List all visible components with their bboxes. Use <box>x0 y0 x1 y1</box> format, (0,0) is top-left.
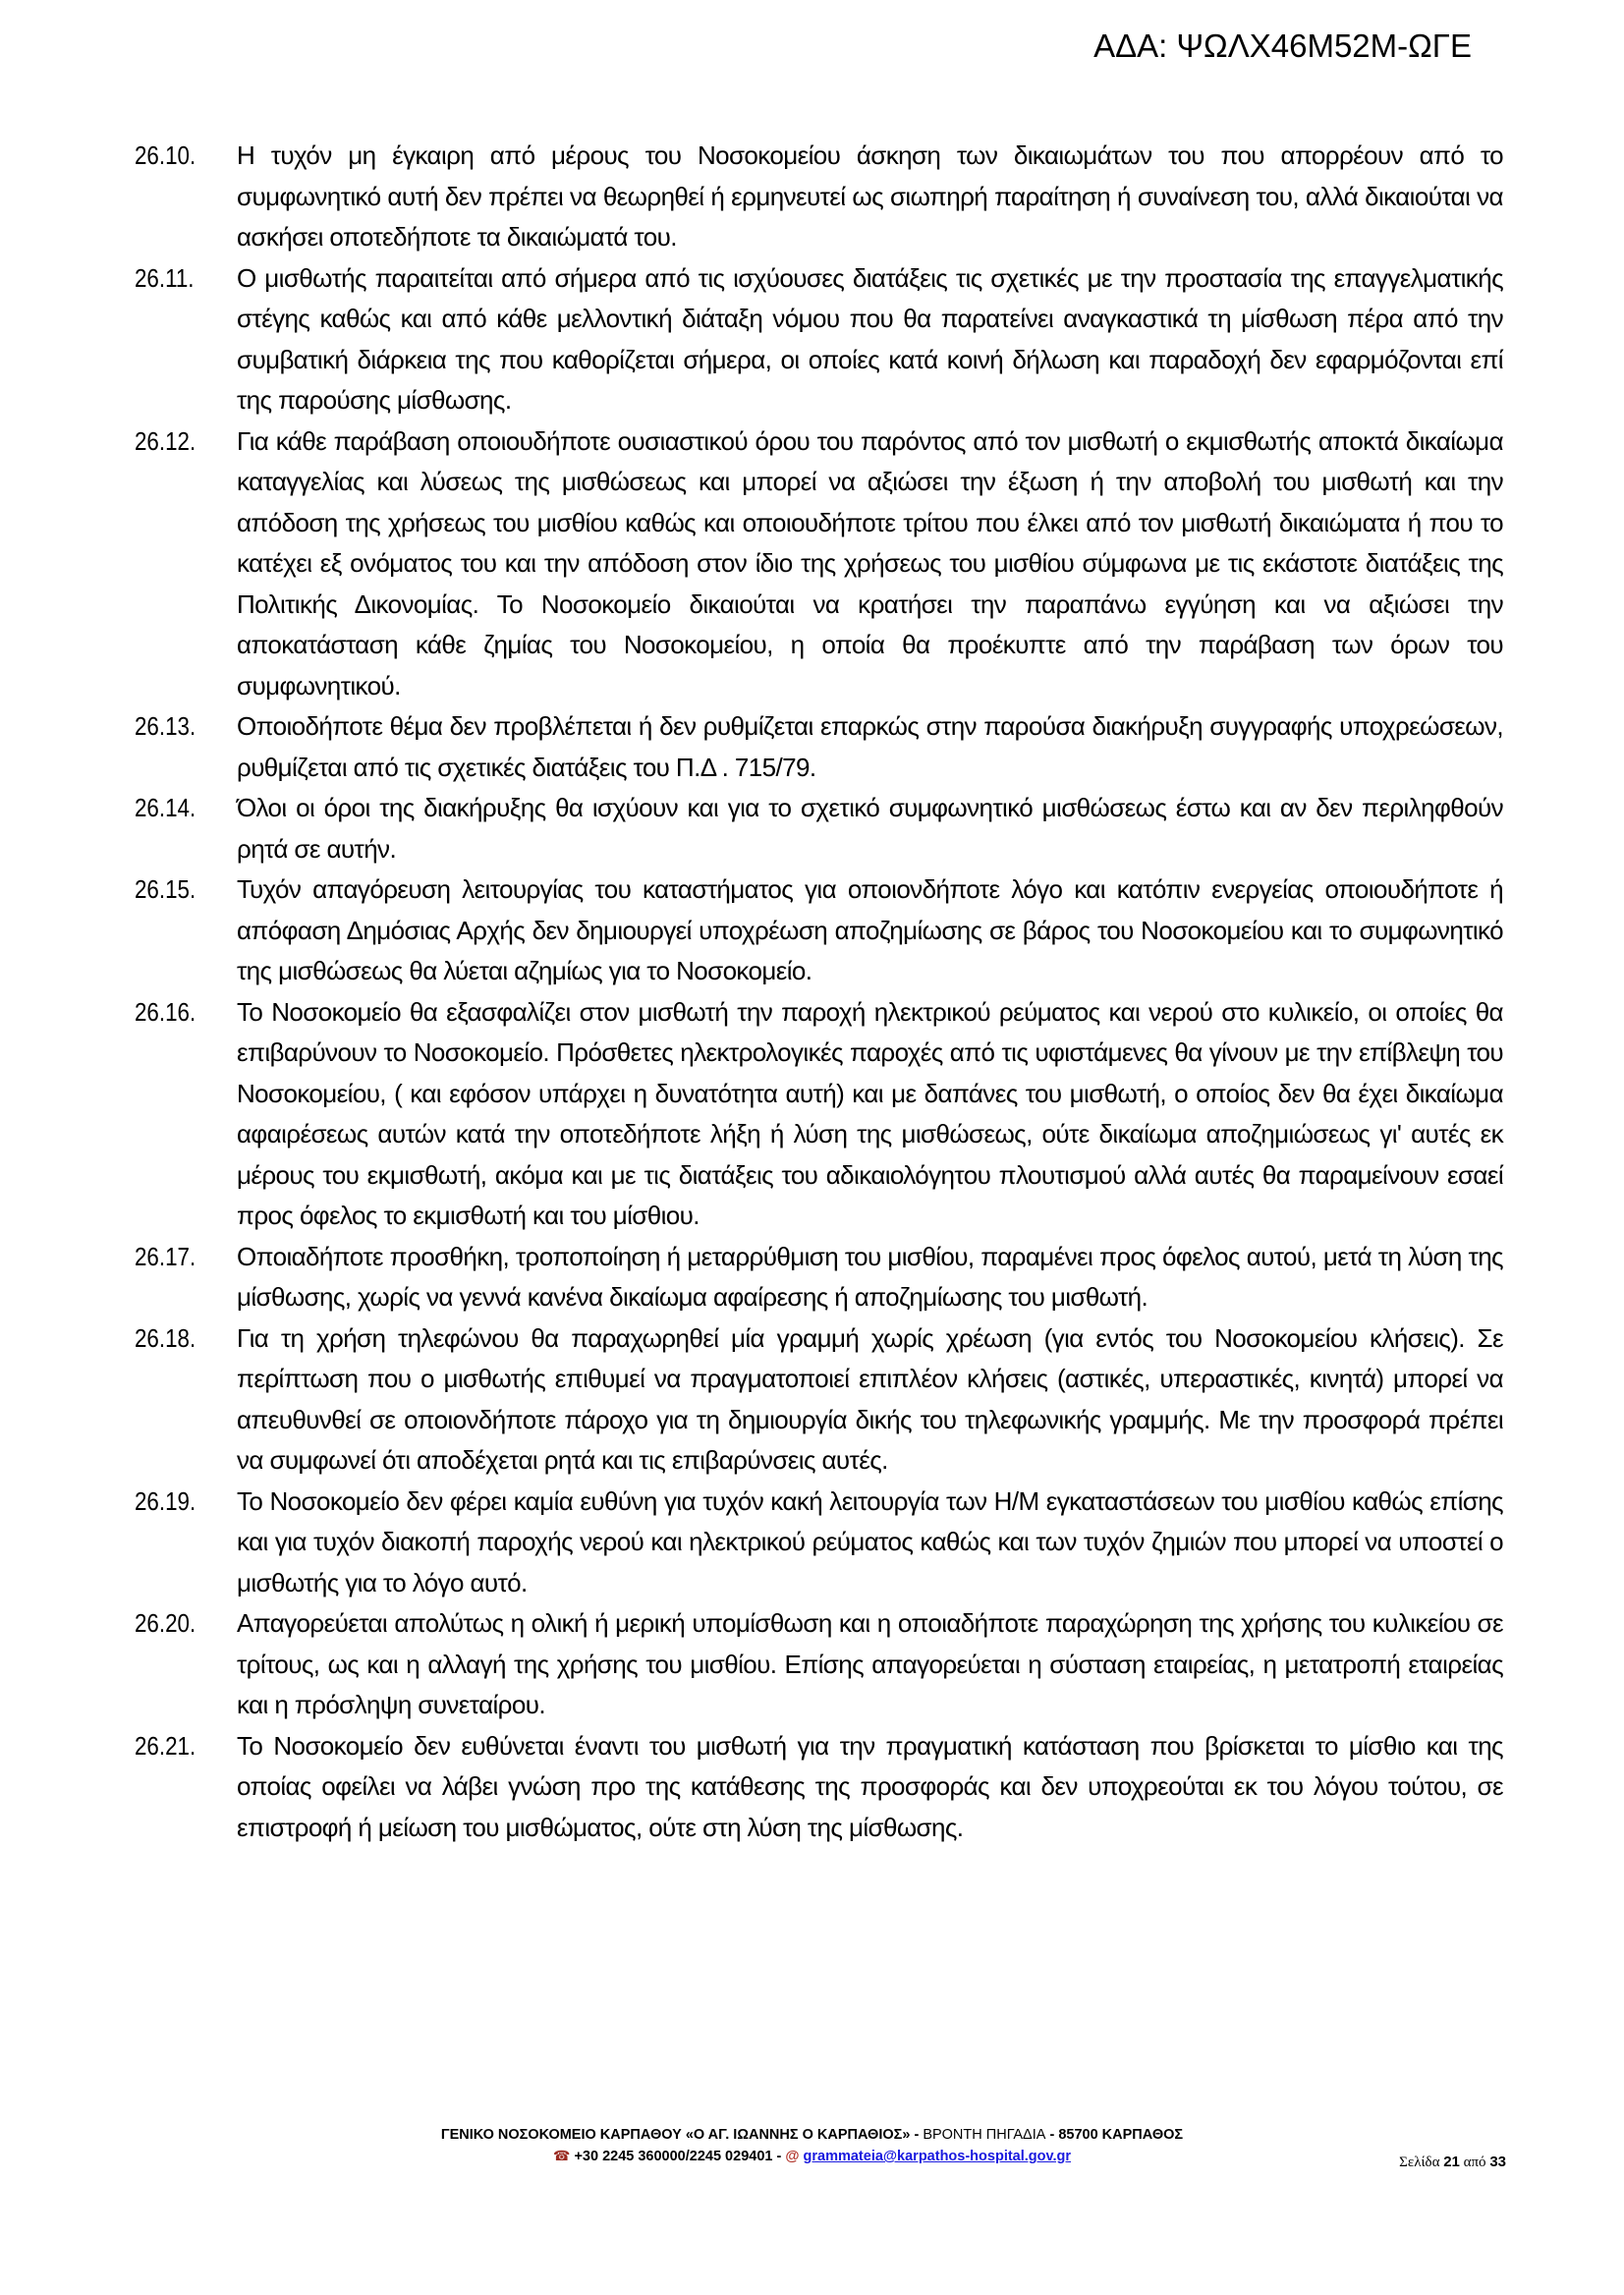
page-of: από <box>1463 2155 1486 2170</box>
page-footer <box>0 2125 1624 2167</box>
org-postal: 85700 ΚΑΡΠΑΘΟΣ <box>1058 2127 1184 2143</box>
org-name: ΓΕΝΙΚΟ ΝΟΣΟΚΟΜΕΙΟ ΚΑΡΠΑΘΟΥ «Ο ΑΓ. ΙΩΑΝΝΗΣ Ο ΚΑΡΠΑΘΙΟΣ» <box>440 2127 911 2143</box>
clause-text: Το Νοσοκομείο θα εξασφαλίζει στον μισθωτή την παροχή ηλεκτρικού ρεύματος και νερού στο κυλικείο, οι οποίες θα επιβαρύνουν το Νοσοκομείο. Πρόσθετες ηλεκτρολογικές παροχές από τις υφιστάμενες θα γίνουν με την επίβλεψη του Νοσοκομείου, ( και εφόσον υπάρχει η δυνατότητα αυτή) και με δαπάνες του μισθωτή, ο οποίος δεν θα έχει δικαίωμα αφαιρέσεως αυτών κατά την οποτεδήποτε λήξη ή λύση της μισθώσεως, ούτε δικαίωμα αποζημιώσεως γι' αυτές εκ μέρους του εκμισθωτή, ακόμα και με τις διατάξεις του αδικαιολόγητου πλουτισμού αλλά αυτές θα παραμείνουν εσαεί προς όφελος το εκμισθωτή και του μίσθιου. <box>237 996 1503 1230</box>
clause-number: 26.16. <box>135 996 196 1027</box>
ada-code: ΑΔΑ: ΨΩΛΧ46Μ52Μ-ΩΓΕ <box>1093 28 1472 64</box>
phone-icon: ☎ <box>552 2148 571 2163</box>
phone-numbers: +30 2245 360000/2245 029401 - <box>570 2149 786 2164</box>
clause-26-14 <box>135 788 1503 869</box>
clause-26-10 <box>135 136 1503 258</box>
footer-contact-line <box>0 2146 1624 2167</box>
page-total: 33 <box>1489 2154 1506 2170</box>
clause-number: 26.21. <box>135 1730 196 1761</box>
clause-26-21 <box>135 1726 1503 1849</box>
org-address: ΒΡΟΝΤΗ ΠΗΓΑΔΙΑ <box>923 2127 1046 2143</box>
clause-26-12 <box>135 421 1503 707</box>
email-link[interactable]: grammateia@karpathos-hospital.gov.gr <box>803 2149 1072 2164</box>
clause-text: Για κάθε παράβαση οποιουδήποτε ουσιαστικού όρου του παρόντος από τον μισθωτή ο εκμισθωτής αποκτά δικαίωμα καταγγελίας και λύσεως της μισθώσεως και μπορεί να αξιώσει την έξωση ή την αποβολή του μισθωτή και την απόδοση της χρήσεως του μισθίου καθώς και οποιουδήποτε τρίτου που έλκει από τον μισθωτή δικαιώματα ή που το κατέχει εξ ονόματος του και την απόδοση στον ίδιο της χρήσεως του μισθίου σύμφωνα με τις εκάστοτε διατάξεις της Πολιτικής Δικονομίας. Το Νοσοκομείο δικαιούται να κρατήσει την παραπάνω εγγύηση και να αξιώσει την αποκατάσταση κάθε ζημίας του Νοσοκομείου, η οποία θα προέκυπτε από την παράβαση των όρων του συμφωνητικού. <box>237 425 1503 700</box>
document-body <box>135 136 1503 1848</box>
clause-number: 26.11. <box>135 262 195 293</box>
clause-26-18 <box>135 1318 1503 1482</box>
clause-26-19 <box>135 1482 1503 1604</box>
clause-text: Ο μισθωτής παραιτείται από σήμερα από τις ισχύουσες διατάξεις τις σχετικές με την προστασία της επαγγελματικής στέγης καθώς και από κάθε μελλοντική διάταξη νόμου που θα παρατείνει αναγκαστικά τη μίσθωση πέρα από την συμβατική διάρκεια της που καθορίζεται σήμερα, οι οποίες κατά κοινή δήλωση και παραδοχή δεν εφαρμόζονται επί της παρούσης μίσθωσης. <box>237 262 1503 415</box>
separator: - <box>1045 2127 1059 2143</box>
clause-text: Απαγορεύεται απολύτως η ολική ή μερική υπομίσθωση και η οποιαδήποτε παραχώρηση της χρήσης του κυλικείου σε τρίτους, ως και η αλλαγή της χρήσης του μισθίου. Επίσης απαγορεύεται η σύσταση εταιρείας, η μετατροπή εταιρείας και η πρόσληψη συνεταίρου. <box>237 1608 1503 1719</box>
clause-text: Τυχόν απαγόρευση λειτουργίας του καταστήματος για οποιονδήποτε λόγο και κατόπιν ενεργείας οποιουδήποτε ή απόφαση Δημόσιας Αρχής δεν δημιουργεί υποχρέωση αποζημίωσης σε βάρος του Νοσοκομείου και το συμφωνητικό της μισθώσεως θα λύεται αζημίως για το Νοσοκομείο. <box>237 874 1503 985</box>
page-number <box>1399 2154 1506 2171</box>
clause-text: Το Νοσοκομείο δεν φέρει καμία ευθύνη για τυχόν κακή λειτουργία των Η/Μ εγκαταστάσεων του μισθίου καθώς επίσης και για τυχόν διακοπή παροχής νερού και ηλεκτρικού ρεύματος καθώς και των τυχόν ζημιών που μπορεί να υποστεί ο μισθωτής για το λόγο αυτό. <box>237 1485 1503 1597</box>
clause-text: Όλοι οι όροι της διακήρυξης θα ισχύουν και για το σχετικό συμφωνητικό μισθώσεως έστω και αν δεν περιληφθούν ρητά σε αυτήν. <box>237 793 1503 864</box>
clause-number: 26.14. <box>135 793 196 822</box>
clause-26-15 <box>135 869 1503 992</box>
clause-number: 26.13. <box>135 711 196 741</box>
clause-text: Οποιαδήποτε προσθήκη, τροποποίηση ή μεταρρύθμιση του μισθίου, παραμένει προς όφελος αυτού, μετά τη λύση της μίσθωσης, χωρίς να γεννά κανένα δικαίωμα αφαίρεσης ή αποζημίωσης του μισθωτή. <box>237 1241 1503 1312</box>
clause-text: Η τυχόν μη έγκαιρη από μέρους του Νοσοκομείου άσκηση των δικαιωμάτων του που απορρέουν από το συμφωνητικό αυτή δεν πρέπει να θεωρηθεί ή ερμηνευτεί ως σιωπηρή παραίτηση ή συναίνεση του, αλλά δικαιούται να ασκήσει οποτεδήποτε τα δικαιώματά του. <box>237 140 1503 252</box>
clause-26-11 <box>135 258 1503 421</box>
clause-number: 26.15. <box>135 874 196 904</box>
clause-26-17 <box>135 1237 1503 1318</box>
page-label: Σελίδα <box>1399 2155 1440 2170</box>
email-at-icon: @ <box>785 2149 800 2164</box>
clause-26-20 <box>135 1603 1503 1726</box>
clause-number: 26.10. <box>135 140 196 170</box>
clause-number: 26.18. <box>135 1322 196 1353</box>
clause-number: 26.19. <box>135 1485 196 1516</box>
footer-org-line <box>0 2125 1624 2146</box>
clause-26-16 <box>135 992 1503 1237</box>
clause-text: Το Νοσοκομείο δεν ευθύνεται έναντι του μισθωτή για την πραγματική κατάσταση που βρίσκεται το μίσθιο και της οποίας οφείλει να λάβει γνώση προ της κατάθεσης της προσφοράς και δεν υποχρεούται εκ του λόγου τούτου, σε επιστροφή ή μείωση του μισθώματος, ούτε στη λύση της μίσθωσης. <box>237 1730 1503 1842</box>
clause-text: Οποιοδήποτε θέμα δεν προβλέπεται ή δεν ρυθμίζεται επαρκώς στην παρούσα διακήρυξη συγγραφής υποχρεώσεων, ρυθμίζεται από τις σχετικές διατάξεις του Π.Δ . 715/79. <box>237 711 1503 782</box>
clause-number: 26.12. <box>135 425 196 456</box>
clause-number: 26.17. <box>135 1241 196 1271</box>
page-current: 21 <box>1443 2154 1460 2170</box>
clause-text: Για τη χρήση τηλεφώνου θα παραχωρηθεί μία γραμμή χωρίς χρέωση (για εντός του Νοσοκομείου κλήσεις). Σε περίπτωση που ο μισθωτής επιθυμεί να πραγματοποιεί επιπλέον κλήσεις (αστικές, υπεραστικές, κινητά) μπορεί να απευθυνθεί σε οποιονδήποτε πάροχο για τη δημιουργία δικής του τηλεφωνικής γραμμής. Με την προσφορά πρέπει να συμφωνεί ότι αποδέχεται ρητά και τις επιβαρύνσεις αυτές. <box>237 1322 1503 1475</box>
clause-26-13 <box>135 706 1503 788</box>
clause-number: 26.20. <box>135 1608 196 1638</box>
separator: - <box>910 2127 924 2143</box>
